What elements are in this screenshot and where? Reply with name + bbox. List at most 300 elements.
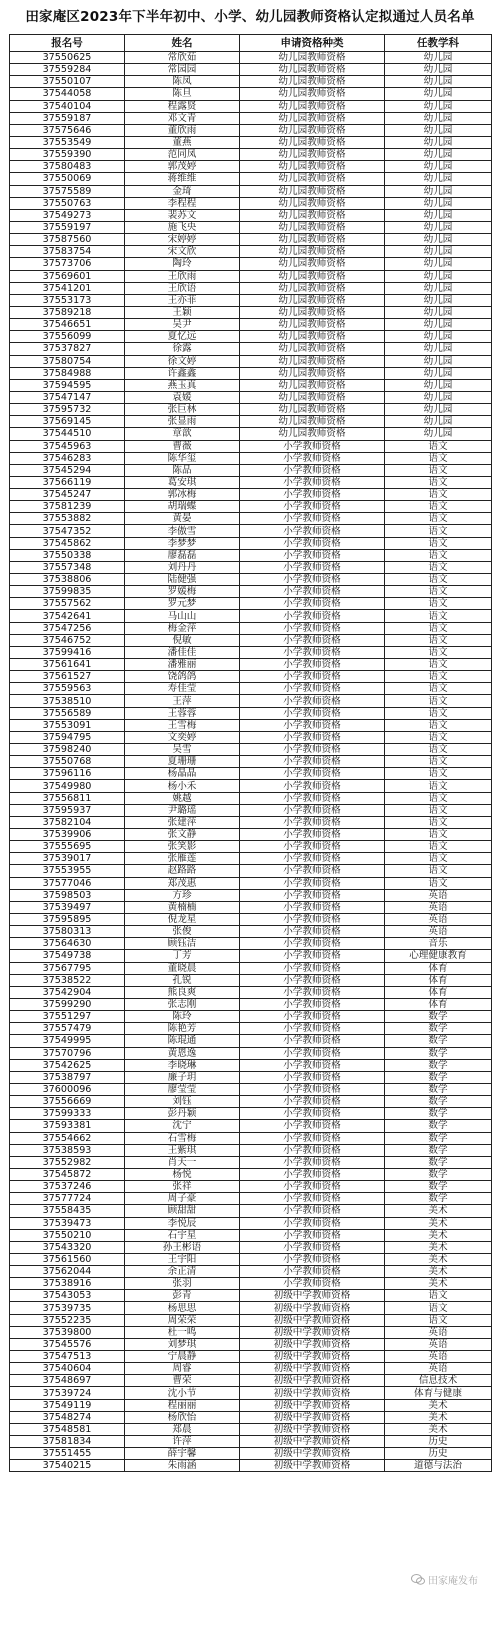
cell-name: 许萍 [125, 1436, 240, 1448]
table-row [10, 173, 492, 185]
cell-name: 张俊 [125, 926, 240, 938]
cell-name: 常园园 [125, 64, 240, 76]
table-row [10, 1217, 492, 1229]
cell-subject: 语文 [385, 695, 492, 707]
table-row [10, 270, 492, 282]
cell-name: 沈小节 [125, 1387, 240, 1399]
cell-subject: 数学 [385, 1035, 492, 1047]
cell-qualification-type: 幼儿园教师资格 [240, 52, 385, 64]
cell-qualification-type: 小学教师资格 [240, 549, 385, 561]
cell-qualification-type: 小学教师资格 [240, 841, 385, 853]
cell-name: 廖莹莹 [125, 1083, 240, 1095]
cell-qualification-type: 小学教师资格 [240, 1278, 385, 1290]
table-row [10, 161, 492, 173]
cell-subject: 音乐 [385, 938, 492, 950]
cell-subject: 语文 [385, 440, 492, 452]
cell-qualification-type: 小学教师资格 [240, 1011, 385, 1023]
cell-subject: 语文 [385, 804, 492, 816]
cell-registration-number: 37552982 [10, 1156, 125, 1168]
cell-subject: 数学 [385, 1071, 492, 1083]
table-row [10, 1181, 492, 1193]
cell-subject: 幼儿园 [385, 100, 492, 112]
table-row [10, 258, 492, 270]
cell-name: 朱雨涵 [125, 1460, 240, 1472]
cell-registration-number: 37545862 [10, 537, 125, 549]
cell-registration-number: 37540604 [10, 1363, 125, 1375]
cell-registration-number: 37557479 [10, 1023, 125, 1035]
table-row [10, 64, 492, 76]
cell-subject: 幼儿园 [385, 64, 492, 76]
cell-qualification-type: 小学教师资格 [240, 634, 385, 646]
cell-registration-number: 37599835 [10, 586, 125, 598]
cell-registration-number: 37539473 [10, 1217, 125, 1229]
cell-qualification-type: 幼儿园教师资格 [240, 88, 385, 100]
table-row [10, 52, 492, 64]
cell-subject: 语文 [385, 501, 492, 513]
cell-registration-number: 37545872 [10, 1168, 125, 1180]
cell-subject: 美术 [385, 1423, 492, 1435]
cell-subject: 英语 [385, 1338, 492, 1350]
cell-subject: 语文 [385, 841, 492, 853]
cell-subject: 幼儿园 [385, 379, 492, 391]
cell-name: 赵路路 [125, 865, 240, 877]
cell-qualification-type: 初级中学教师资格 [240, 1363, 385, 1375]
cell-subject: 语文 [385, 561, 492, 573]
cell-qualification-type: 初级中学教师资格 [240, 1302, 385, 1314]
cell-registration-number: 37559390 [10, 149, 125, 161]
cell-registration-number: 37543320 [10, 1241, 125, 1253]
cell-name: 施飞央 [125, 221, 240, 233]
cell-qualification-type: 小学教师资格 [240, 1241, 385, 1253]
table-row [10, 1338, 492, 1350]
table-row [10, 537, 492, 549]
cell-name: 王宇阳 [125, 1253, 240, 1265]
table-row [10, 1047, 492, 1059]
table-row [10, 246, 492, 258]
cell-registration-number: 37553955 [10, 865, 125, 877]
cell-name: 廖磊磊 [125, 549, 240, 561]
table-row [10, 561, 492, 573]
cell-name: 熊良爽 [125, 986, 240, 998]
cell-name: 徐露 [125, 343, 240, 355]
cell-name: 王紫琪 [125, 1144, 240, 1156]
cell-qualification-type: 初级中学教师资格 [240, 1399, 385, 1411]
cell-qualification-type: 幼儿园教师资格 [240, 319, 385, 331]
cell-subject: 幼儿园 [385, 355, 492, 367]
cell-registration-number: 37548697 [10, 1375, 125, 1387]
cell-subject: 幼儿园 [385, 319, 492, 331]
cell-registration-number: 37538510 [10, 695, 125, 707]
cell-name: 罗媛梅 [125, 586, 240, 598]
table-row [10, 1132, 492, 1144]
cell-subject: 语文 [385, 537, 492, 549]
cell-registration-number: 37550763 [10, 197, 125, 209]
cell-name: 杨小禾 [125, 780, 240, 792]
cell-qualification-type: 小学教师资格 [240, 1047, 385, 1059]
table-row [10, 306, 492, 318]
table-row [10, 76, 492, 88]
cell-name: 陈凤 [125, 76, 240, 88]
cell-registration-number: 37550107 [10, 76, 125, 88]
cell-name: 董燕 [125, 136, 240, 148]
table-row [10, 1229, 492, 1241]
table-row [10, 841, 492, 853]
cell-subject: 体育 [385, 998, 492, 1010]
cell-registration-number: 37550210 [10, 1229, 125, 1241]
cell-name: 石宇星 [125, 1229, 240, 1241]
cell-registration-number: 37556099 [10, 331, 125, 343]
cell-qualification-type: 幼儿园教师资格 [240, 404, 385, 416]
cell-qualification-type: 幼儿园教师资格 [240, 112, 385, 124]
cell-name: 孙王彬语 [125, 1241, 240, 1253]
table-row [10, 1059, 492, 1071]
cell-subject: 体育 [385, 986, 492, 998]
table-row [10, 1023, 492, 1035]
table-row [10, 1253, 492, 1265]
cell-name: 章歆 [125, 428, 240, 440]
table-row [10, 464, 492, 476]
cell-qualification-type: 小学教师资格 [240, 926, 385, 938]
cell-subject: 幼儿园 [385, 136, 492, 148]
cell-name: 范同凤 [125, 149, 240, 161]
cell-subject: 语文 [385, 877, 492, 889]
cell-name: 李晓琳 [125, 1059, 240, 1071]
cell-name: 潘雅丽 [125, 659, 240, 671]
cell-subject: 美术 [385, 1253, 492, 1265]
table-row [10, 319, 492, 331]
cell-subject: 美术 [385, 1399, 492, 1411]
cell-name: 张羽 [125, 1278, 240, 1290]
cell-registration-number: 37555695 [10, 841, 125, 853]
cell-registration-number: 37567795 [10, 962, 125, 974]
table-row [10, 88, 492, 100]
cell-qualification-type: 小学教师资格 [240, 586, 385, 598]
cell-registration-number: 37546651 [10, 319, 125, 331]
cell-name: 郑晨 [125, 1423, 240, 1435]
cell-qualification-type: 幼儿园教师资格 [240, 161, 385, 173]
cell-name: 张志刚 [125, 998, 240, 1010]
cell-qualification-type: 幼儿园教师资格 [240, 234, 385, 246]
cell-subject: 语文 [385, 719, 492, 731]
cell-subject: 历史 [385, 1436, 492, 1448]
cell-qualification-type: 小学教师资格 [240, 804, 385, 816]
cell-qualification-type: 小学教师资格 [240, 452, 385, 464]
cell-registration-number: 37538593 [10, 1144, 125, 1156]
table-row [10, 1387, 492, 1399]
cell-subject: 幼儿园 [385, 185, 492, 197]
table-row [10, 877, 492, 889]
cell-qualification-type: 小学教师资格 [240, 792, 385, 804]
cell-registration-number: 37584988 [10, 367, 125, 379]
cell-qualification-type: 小学教师资格 [240, 744, 385, 756]
cell-qualification-type: 幼儿园教师资格 [240, 416, 385, 428]
cell-qualification-type: 小学教师资格 [240, 440, 385, 452]
cell-subject: 信息技术 [385, 1375, 492, 1387]
cell-subject: 体育 [385, 962, 492, 974]
table-row [10, 185, 492, 197]
cell-qualification-type: 小学教师资格 [240, 1108, 385, 1120]
header-qualification-type: 申请资格种类 [240, 35, 385, 52]
cell-registration-number: 37582104 [10, 816, 125, 828]
cell-name: 曹荣 [125, 1375, 240, 1387]
table-row [10, 986, 492, 998]
cell-subject: 心理健康教育 [385, 950, 492, 962]
table-row [10, 998, 492, 1010]
cell-registration-number: 37559187 [10, 112, 125, 124]
cell-registration-number: 37544510 [10, 428, 125, 440]
table-row [10, 901, 492, 913]
cell-registration-number: 37545247 [10, 489, 125, 501]
cell-qualification-type: 初级中学教师资格 [240, 1338, 385, 1350]
cell-subject: 幼儿园 [385, 294, 492, 306]
table-row [10, 1436, 492, 1448]
table-row [10, 598, 492, 610]
cell-subject: 幼儿园 [385, 270, 492, 282]
cell-registration-number: 37561560 [10, 1253, 125, 1265]
table-row [10, 294, 492, 306]
cell-subject: 数学 [385, 1023, 492, 1035]
cell-qualification-type: 初级中学教师资格 [240, 1448, 385, 1460]
cell-subject: 英语 [385, 1326, 492, 1338]
cell-subject: 数学 [385, 1096, 492, 1108]
cell-registration-number: 37598240 [10, 744, 125, 756]
table-row [10, 683, 492, 695]
cell-qualification-type: 幼儿园教师资格 [240, 136, 385, 148]
cell-registration-number: 37553173 [10, 294, 125, 306]
cell-qualification-type: 小学教师资格 [240, 950, 385, 962]
cell-subject: 语文 [385, 549, 492, 561]
cell-name: 梅金萍 [125, 622, 240, 634]
cell-qualification-type: 小学教师资格 [240, 998, 385, 1010]
cell-subject: 体育与健康 [385, 1387, 492, 1399]
cell-subject: 数学 [385, 1108, 492, 1120]
cell-subject: 幼儿园 [385, 367, 492, 379]
cell-registration-number: 37553882 [10, 513, 125, 525]
cell-name: 王欣雨 [125, 270, 240, 282]
cell-subject: 语文 [385, 768, 492, 780]
cell-qualification-type: 小学教师资格 [240, 1096, 385, 1108]
table-row [10, 1156, 492, 1168]
table-row [10, 659, 492, 671]
cell-registration-number: 37542904 [10, 986, 125, 998]
table-row [10, 416, 492, 428]
cell-name: 顾甜甜 [125, 1205, 240, 1217]
cell-registration-number: 37546283 [10, 452, 125, 464]
cell-subject: 语文 [385, 816, 492, 828]
cell-name: 余正清 [125, 1266, 240, 1278]
cell-name: 刘丹丹 [125, 561, 240, 573]
table-row [10, 926, 492, 938]
cell-subject: 幼儿园 [385, 416, 492, 428]
cell-qualification-type: 小学教师资格 [240, 513, 385, 525]
cell-qualification-type: 小学教师资格 [240, 853, 385, 865]
cell-subject: 美术 [385, 1205, 492, 1217]
cell-qualification-type: 小学教师资格 [240, 464, 385, 476]
cell-qualification-type: 小学教师资格 [240, 525, 385, 537]
cell-name: 顾钰洁 [125, 938, 240, 950]
cell-name: 肖天一 [125, 1156, 240, 1168]
cell-registration-number: 37575646 [10, 124, 125, 136]
cell-subject: 美术 [385, 1266, 492, 1278]
cell-qualification-type: 小学教师资格 [240, 1023, 385, 1035]
table-row [10, 610, 492, 622]
cell-registration-number: 37596116 [10, 768, 125, 780]
cell-name: 陈华玺 [125, 452, 240, 464]
cell-name: 李梦梦 [125, 537, 240, 549]
cell-name: 杨欣怡 [125, 1411, 240, 1423]
cell-name: 曹薇 [125, 440, 240, 452]
cell-qualification-type: 小学教师资格 [240, 1035, 385, 1047]
cell-qualification-type: 小学教师资格 [240, 1181, 385, 1193]
cell-subject: 语文 [385, 853, 492, 865]
cell-subject: 幼儿园 [385, 428, 492, 440]
cell-registration-number: 37553091 [10, 719, 125, 731]
cell-name: 张显雨 [125, 416, 240, 428]
cell-subject: 幼儿园 [385, 391, 492, 403]
cell-qualification-type: 幼儿园教师资格 [240, 331, 385, 343]
table-row [10, 1071, 492, 1083]
cell-subject: 英语 [385, 1363, 492, 1375]
table-row [10, 829, 492, 841]
header-name: 姓名 [125, 35, 240, 52]
table-row [10, 1096, 492, 1108]
cell-name: 刘钰 [125, 1096, 240, 1108]
cell-name: 张建萍 [125, 816, 240, 828]
cell-registration-number: 37545963 [10, 440, 125, 452]
cell-qualification-type: 幼儿园教师资格 [240, 391, 385, 403]
cell-subject: 数学 [385, 1168, 492, 1180]
cell-registration-number: 37598503 [10, 889, 125, 901]
cell-subject: 数学 [385, 1120, 492, 1132]
cell-qualification-type: 小学教师资格 [240, 476, 385, 488]
cell-name: 裴苏文 [125, 209, 240, 221]
cell-qualification-type: 小学教师资格 [240, 986, 385, 998]
cell-registration-number: 37587560 [10, 234, 125, 246]
table-row [10, 1375, 492, 1387]
table-row [10, 634, 492, 646]
cell-subject: 数学 [385, 1047, 492, 1059]
cell-registration-number: 37540215 [10, 1460, 125, 1472]
cell-registration-number: 37549738 [10, 950, 125, 962]
cell-subject: 幼儿园 [385, 343, 492, 355]
table-row [10, 1460, 492, 1472]
cell-name: 宁晨静 [125, 1351, 240, 1363]
cell-name: 胡瑞蝶 [125, 501, 240, 513]
cell-registration-number: 37593381 [10, 1120, 125, 1132]
cell-qualification-type: 幼儿园教师资格 [240, 294, 385, 306]
cell-subject: 语文 [385, 452, 492, 464]
table-row [10, 282, 492, 294]
cell-name: 葛安琪 [125, 476, 240, 488]
cell-name: 王亦菲 [125, 294, 240, 306]
cell-registration-number: 37570796 [10, 1047, 125, 1059]
cell-name: 常欣茹 [125, 52, 240, 64]
cell-registration-number: 37594595 [10, 379, 125, 391]
cell-registration-number: 37559197 [10, 221, 125, 233]
table-row [10, 1035, 492, 1047]
cell-name: 吴雪 [125, 744, 240, 756]
cell-registration-number: 37577046 [10, 877, 125, 889]
cell-registration-number: 37548581 [10, 1423, 125, 1435]
cell-subject: 幼儿园 [385, 306, 492, 318]
cell-qualification-type: 小学教师资格 [240, 671, 385, 683]
cell-qualification-type: 幼儿园教师资格 [240, 258, 385, 270]
cell-qualification-type: 幼儿园教师资格 [240, 197, 385, 209]
cell-subject: 语文 [385, 634, 492, 646]
cell-subject: 幼儿园 [385, 112, 492, 124]
cell-name: 周睿 [125, 1363, 240, 1375]
cell-subject: 语文 [385, 792, 492, 804]
cell-registration-number: 37551297 [10, 1011, 125, 1023]
cell-registration-number: 37553549 [10, 136, 125, 148]
cell-name: 陈旦 [125, 88, 240, 100]
cell-name: 廉子玥 [125, 1071, 240, 1083]
table-row [10, 124, 492, 136]
cell-name: 周荣荣 [125, 1314, 240, 1326]
table-row [10, 404, 492, 416]
table-row [10, 234, 492, 246]
cell-qualification-type: 幼儿园教师资格 [240, 64, 385, 76]
table-row [10, 136, 492, 148]
cell-registration-number: 37539497 [10, 901, 125, 913]
watermark [411, 1572, 478, 1587]
cell-name: 石雪梅 [125, 1132, 240, 1144]
table-row [10, 476, 492, 488]
cell-subject: 幼儿园 [385, 258, 492, 270]
cell-qualification-type: 小学教师资格 [240, 659, 385, 671]
cell-name: 姚越 [125, 792, 240, 804]
cell-subject: 幼儿园 [385, 161, 492, 173]
cell-registration-number: 37547352 [10, 525, 125, 537]
cell-qualification-type: 小学教师资格 [240, 877, 385, 889]
cell-name: 文奕婷 [125, 731, 240, 743]
cell-name: 王蓉蓉 [125, 707, 240, 719]
table-row [10, 221, 492, 233]
table-row [10, 1241, 492, 1253]
table-row [10, 1351, 492, 1363]
cell-qualification-type: 幼儿园教师资格 [240, 379, 385, 391]
cell-qualification-type: 小学教师资格 [240, 598, 385, 610]
cell-registration-number: 37566119 [10, 476, 125, 488]
cell-name: 许鑫鑫 [125, 367, 240, 379]
cell-subject: 幼儿园 [385, 124, 492, 136]
cell-qualification-type: 小学教师资格 [240, 768, 385, 780]
cell-name: 程露贤 [125, 100, 240, 112]
cell-registration-number: 37575589 [10, 185, 125, 197]
cell-name: 夏忆远 [125, 331, 240, 343]
cell-subject: 语文 [385, 865, 492, 877]
table-row [10, 731, 492, 743]
cell-qualification-type: 小学教师资格 [240, 1156, 385, 1168]
table-row [10, 853, 492, 865]
table-row [10, 367, 492, 379]
cell-registration-number: 37538522 [10, 974, 125, 986]
cell-qualification-type: 小学教师资格 [240, 1132, 385, 1144]
roster-table [9, 34, 492, 1472]
table-row [10, 331, 492, 343]
table-row [10, 889, 492, 901]
cell-subject: 语文 [385, 525, 492, 537]
cell-registration-number: 37552235 [10, 1314, 125, 1326]
cell-name: 丁芳 [125, 950, 240, 962]
table-row [10, 1083, 492, 1095]
cell-qualification-type: 小学教师资格 [240, 1253, 385, 1265]
cell-subject: 语文 [385, 707, 492, 719]
cell-subject: 幼儿园 [385, 282, 492, 294]
cell-subject: 幼儿园 [385, 197, 492, 209]
table-row [10, 695, 492, 707]
cell-subject: 幼儿园 [385, 173, 492, 185]
